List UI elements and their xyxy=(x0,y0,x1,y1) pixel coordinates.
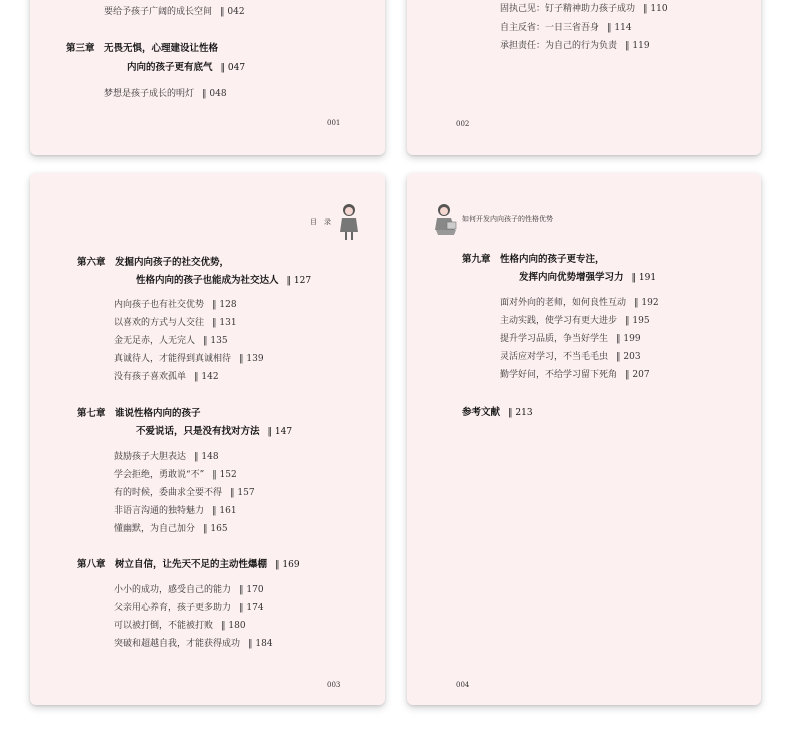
toc-entry: 鼓励孩子大胆表达 ‖ 148 xyxy=(114,452,219,462)
chapter-7-subheading: 不爱说话，只是没有找对方法 ‖ 147 xyxy=(136,426,293,437)
chapter-3-heading: 第三章 无畏无惧，心理建设让性格 xyxy=(66,43,219,54)
page-header: 目 录 xyxy=(310,218,331,226)
toc-entry: 自主反省：一日三省吾身 ‖ 114 xyxy=(500,23,632,33)
book-page-001 xyxy=(30,0,385,155)
toc-entry: 以喜欢的方式与人交往 ‖ 131 xyxy=(114,318,237,328)
toc-entry: 父亲用心养育，孩子更多助力 ‖ 174 xyxy=(114,603,264,613)
toc-entry: 梦想是孩子成长的明灯 ‖ 048 xyxy=(104,89,227,99)
book-page-003 xyxy=(30,173,385,705)
page-number: 001 xyxy=(327,119,341,127)
chapter-6-subheading: 性格内向的孩子也能成为社交达人 ‖ 127 xyxy=(136,275,312,286)
toc-entry: 面对外向的老师，如何良性互动 ‖ 192 xyxy=(500,298,659,308)
book-page-002 xyxy=(407,0,761,155)
toc-entry: 提升学习品质，争当好学生 ‖ 199 xyxy=(500,334,641,344)
toc-entry: 固执己见：钉子精神助力孩子成功 ‖ 110 xyxy=(500,4,668,14)
toc-entry: 要给予孩子广阔的成长空间 ‖ 042 xyxy=(104,7,245,17)
chapter-8-heading: 第八章 树立自信，让先天不足的主动性爆棚 ‖ 169 xyxy=(77,559,300,570)
girl-illustration-icon xyxy=(336,202,362,242)
page-number: 002 xyxy=(456,120,470,128)
toc-entry: 学会拒绝，勇敢说“不” ‖ 152 xyxy=(114,470,237,480)
toc-entry: 真诚待人，才能得到真诚相待 ‖ 139 xyxy=(114,354,264,364)
chapter-9-subheading: 发挥内向优势增强学习力 ‖ 191 xyxy=(519,272,657,283)
toc-entry: 内向孩子也有社交优势 ‖ 128 xyxy=(114,300,237,310)
page-number: 003 xyxy=(327,681,341,689)
page-header: 如何开发内向孩子的性格优势 xyxy=(462,215,553,223)
page-number: 004 xyxy=(456,681,470,689)
toc-entry: 可以被打倒，不能被打败 ‖ 180 xyxy=(114,621,246,631)
book-page-004 xyxy=(407,173,761,705)
toc-entry: 金无足赤，人无完人 ‖ 135 xyxy=(114,336,228,346)
chapter-3-subheading: 内向的孩子更有底气 ‖ 047 xyxy=(127,62,246,73)
toc-entry: 没有孩子喜欢孤单 ‖ 142 xyxy=(114,372,219,382)
chapter-9-heading: 第九章 性格内向的孩子更专注， xyxy=(462,254,605,265)
toc-entry: 非语言沟通的独特魅力 ‖ 161 xyxy=(114,506,237,516)
toc-entry: 突破和超越自我，才能获得成功 ‖ 184 xyxy=(114,639,273,649)
toc-entry: 灵活应对学习，不当毛毛虫 ‖ 203 xyxy=(500,352,641,362)
toc-entry: 承担责任：为自己的行为负责 ‖ 119 xyxy=(500,41,650,51)
toc-entry: 主动实践，使学习有更大进步 ‖ 195 xyxy=(500,316,650,326)
references-heading: 参考文献 ‖ 213 xyxy=(462,407,533,418)
toc-entry: 小小的成功，感受自己的能力 ‖ 170 xyxy=(114,585,264,595)
toc-entry: 有的时候，委曲求全要不得 ‖ 157 xyxy=(114,488,255,498)
chapter-6-heading: 第六章 发掘内向孩子的社交优势， xyxy=(77,257,230,268)
chapter-7-heading: 第七章 谁说性格内向的孩子 xyxy=(77,408,201,419)
toc-entry: 懂幽默，为自己加分 ‖ 165 xyxy=(114,524,228,534)
toc-entry: 勤学好问，不给学习留下死角 ‖ 207 xyxy=(500,370,650,380)
girl-reading-illustration-icon xyxy=(433,202,459,238)
